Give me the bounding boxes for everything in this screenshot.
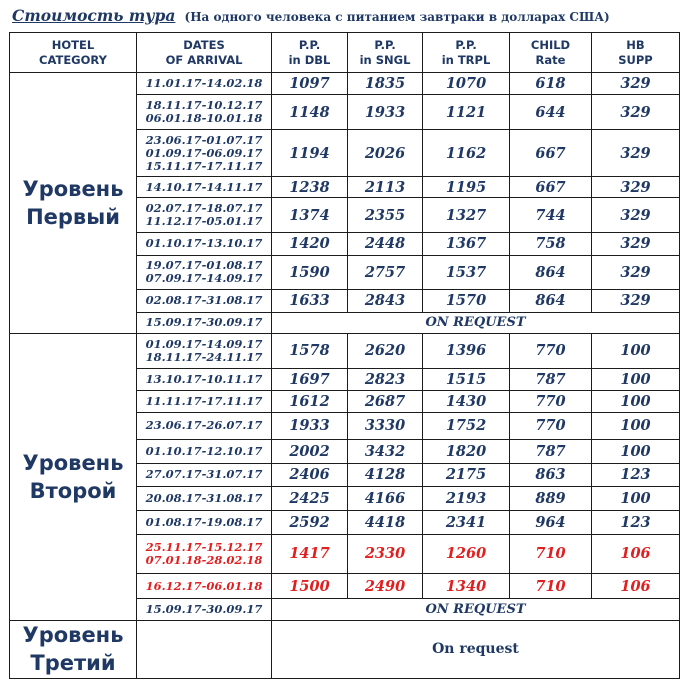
price-dbl-cell: 1374 — [272, 198, 348, 233]
dates-cell: 01.10.17-12.10.17 — [137, 440, 272, 463]
hb-supp-cell: 329 — [592, 198, 680, 233]
header-pp-sngl: P.P. in SNGL — [348, 33, 423, 73]
price-sngl-cell: 3330 — [348, 412, 423, 440]
dates-cell: 16.12.17-06.01.18 — [137, 573, 272, 599]
level-third-label: Уровень Третий — [10, 620, 137, 678]
price-dbl-cell: 1578 — [272, 334, 348, 369]
child-rate-cell: 787 — [510, 368, 592, 390]
price-trpl-cell: 1820 — [423, 440, 510, 463]
on-request-cell: ON REQUEST — [272, 599, 680, 620]
header-hb-supp: HB SUPP — [592, 33, 680, 73]
price-sngl-cell: 3432 — [348, 440, 423, 463]
price-sngl-cell: 2026 — [348, 130, 423, 177]
price-sngl-cell: 2843 — [348, 290, 423, 312]
child-rate-cell: 667 — [510, 177, 592, 198]
child-rate-cell: 758 — [510, 233, 592, 255]
hb-supp-cell: 100 — [592, 412, 680, 440]
price-trpl-cell: 1515 — [423, 368, 510, 390]
child-rate-cell: 787 — [510, 440, 592, 463]
hb-supp-cell: 100 — [592, 487, 680, 510]
hb-supp-cell: 329 — [592, 290, 680, 312]
price-trpl-cell: 1340 — [423, 573, 510, 599]
dates-cell: 25.11.17-15.12.17 07.01.18-28.02.18 — [137, 535, 272, 574]
price-dbl-cell: 1148 — [272, 95, 348, 130]
dates-cell: 27.07.17-31.07.17 — [137, 463, 272, 486]
price-table-body — [10, 73, 680, 679]
price-sngl-cell: 2448 — [348, 233, 423, 255]
price-dbl-cell: 1420 — [272, 233, 348, 255]
price-dbl-cell: 1590 — [272, 255, 348, 290]
dates-cell: 15.09.17-30.09.17 — [137, 599, 272, 620]
child-rate-cell: 770 — [510, 412, 592, 440]
child-rate-cell: 710 — [510, 573, 592, 599]
price-dbl-cell: 1417 — [272, 535, 348, 574]
child-rate-cell: 644 — [510, 95, 592, 130]
price-sngl-cell: 2113 — [348, 177, 423, 198]
price-trpl-cell: 1070 — [423, 73, 510, 95]
header-child-rate: CHILD Rate — [510, 33, 592, 73]
table-row — [10, 620, 680, 678]
price-sngl-cell: 2823 — [348, 368, 423, 390]
price-dbl-cell: 1238 — [272, 177, 348, 198]
price-trpl-cell: 2341 — [423, 510, 510, 534]
header-dates: DATES OF ARRIVAL — [137, 33, 272, 73]
price-dbl-cell: 2002 — [272, 440, 348, 463]
price-trpl-cell: 1537 — [423, 255, 510, 290]
child-rate-cell: 889 — [510, 487, 592, 510]
price-dbl-cell: 1097 — [272, 73, 348, 95]
hb-supp-cell: 329 — [592, 73, 680, 95]
price-dbl-cell: 1194 — [272, 130, 348, 177]
hb-supp-cell: 123 — [592, 510, 680, 534]
header-hotel-category: HOTEL CATEGORY — [10, 33, 137, 73]
price-table — [9, 32, 680, 679]
dates-cell: 11.11.17-17.11.17 — [137, 391, 272, 412]
dates-cell: 01.10.17-13.10.17 — [137, 233, 272, 255]
level-first-label: Уровень Первый — [10, 73, 137, 334]
table-row — [10, 334, 680, 369]
price-dbl-cell: 1612 — [272, 391, 348, 412]
price-sngl-cell: 2490 — [348, 573, 423, 599]
dates-cell: 01.08.17-19.08.17 — [137, 510, 272, 534]
hb-supp-cell: 100 — [592, 368, 680, 390]
title-subtitle: (На одного человека с питанием завтраки в долларах США) — [184, 10, 610, 24]
price-dbl-cell: 1933 — [272, 412, 348, 440]
header-row — [10, 33, 680, 73]
price-trpl-cell: 2193 — [423, 487, 510, 510]
price-sngl-cell: 1933 — [348, 95, 423, 130]
price-trpl-cell: 1195 — [423, 177, 510, 198]
price-sngl-cell: 1835 — [348, 73, 423, 95]
dates-cell: 13.10.17-10.11.17 — [137, 368, 272, 390]
price-sngl-cell: 4128 — [348, 463, 423, 486]
child-rate-cell: 770 — [510, 391, 592, 412]
price-dbl-cell: 1500 — [272, 573, 348, 599]
hb-supp-cell: 329 — [592, 233, 680, 255]
dates-cell: 14.10.17-14.11.17 — [137, 177, 272, 198]
dates-cell: 01.09.17-14.09.17 18.11.17-24.11.17 — [137, 334, 272, 369]
dates-cell: 20.08.17-31.08.17 — [137, 487, 272, 510]
price-dbl-cell: 1697 — [272, 368, 348, 390]
price-trpl-cell: 1121 — [423, 95, 510, 130]
child-rate-cell: 964 — [510, 510, 592, 534]
level-second-label: Уровень Второй — [10, 334, 137, 621]
price-trpl-cell: 1752 — [423, 412, 510, 440]
child-rate-cell: 863 — [510, 463, 592, 486]
price-trpl-cell: 1260 — [423, 535, 510, 574]
price-dbl-cell: 2425 — [272, 487, 348, 510]
hb-supp-cell: 100 — [592, 334, 680, 369]
hb-supp-cell: 329 — [592, 130, 680, 177]
price-trpl-cell: 1396 — [423, 334, 510, 369]
dates-cell: 19.07.17-01.08.17 07.09.17-14.09.17 — [137, 255, 272, 290]
price-trpl-cell: 2175 — [423, 463, 510, 486]
on-request-cell: ON REQUEST — [272, 312, 680, 333]
price-trpl-cell: 1430 — [423, 391, 510, 412]
hb-supp-cell: 100 — [592, 440, 680, 463]
price-dbl-cell: 1633 — [272, 290, 348, 312]
price-trpl-cell: 1327 — [423, 198, 510, 233]
hb-supp-cell: 329 — [592, 177, 680, 198]
price-trpl-cell: 1162 — [423, 130, 510, 177]
price-sngl-cell: 2687 — [348, 391, 423, 412]
hb-supp-cell: 329 — [592, 95, 680, 130]
price-sngl-cell: 2620 — [348, 334, 423, 369]
dates-cell: 02.08.17-31.08.17 — [137, 290, 272, 312]
hb-supp-cell: 100 — [592, 391, 680, 412]
title-main: Стоимость тура — [12, 6, 176, 25]
price-sngl-cell: 4418 — [348, 510, 423, 534]
price-sngl-cell: 2355 — [348, 198, 423, 233]
dates-cell: 18.11.17-10.12.17 06.01.18-10.01.18 — [137, 95, 272, 130]
price-dbl-cell: 2592 — [272, 510, 348, 534]
price-sngl-cell: 4166 — [348, 487, 423, 510]
hb-supp-cell: 329 — [592, 255, 680, 290]
hb-supp-cell: 106 — [592, 535, 680, 574]
child-rate-cell: 864 — [510, 290, 592, 312]
hb-supp-cell: 106 — [592, 573, 680, 599]
child-rate-cell: 710 — [510, 535, 592, 574]
hb-supp-cell: 123 — [592, 463, 680, 486]
dates-cell: 02.07.17-18.07.17 11.12.17-05.01.17 — [137, 198, 272, 233]
dates-cell: 23.06.17-26.07.17 — [137, 412, 272, 440]
price-trpl-cell: 1367 — [423, 233, 510, 255]
child-rate-cell: 744 — [510, 198, 592, 233]
table-row — [10, 73, 680, 95]
child-rate-cell: 864 — [510, 255, 592, 290]
page-title — [12, 6, 682, 28]
child-rate-cell: 618 — [510, 73, 592, 95]
price-sngl-cell: 2757 — [348, 255, 423, 290]
dates-cell — [137, 620, 272, 678]
child-rate-cell: 770 — [510, 334, 592, 369]
price-dbl-cell: 2406 — [272, 463, 348, 486]
header-pp-dbl: P.P. in DBL — [272, 33, 348, 73]
price-sngl-cell: 2330 — [348, 535, 423, 574]
dates-cell: 15.09.17-30.09.17 — [137, 312, 272, 333]
on-request-cell: On request — [272, 620, 680, 678]
dates-cell: 23.06.17-01.07.17 01.09.17-06.09.17 15.11.17-17.11.17 — [137, 130, 272, 177]
header-pp-trpl: P.P. in TRPL — [423, 33, 510, 73]
dates-cell: 11.01.17-14.02.18 — [137, 73, 272, 95]
price-trpl-cell: 1570 — [423, 290, 510, 312]
child-rate-cell: 667 — [510, 130, 592, 177]
